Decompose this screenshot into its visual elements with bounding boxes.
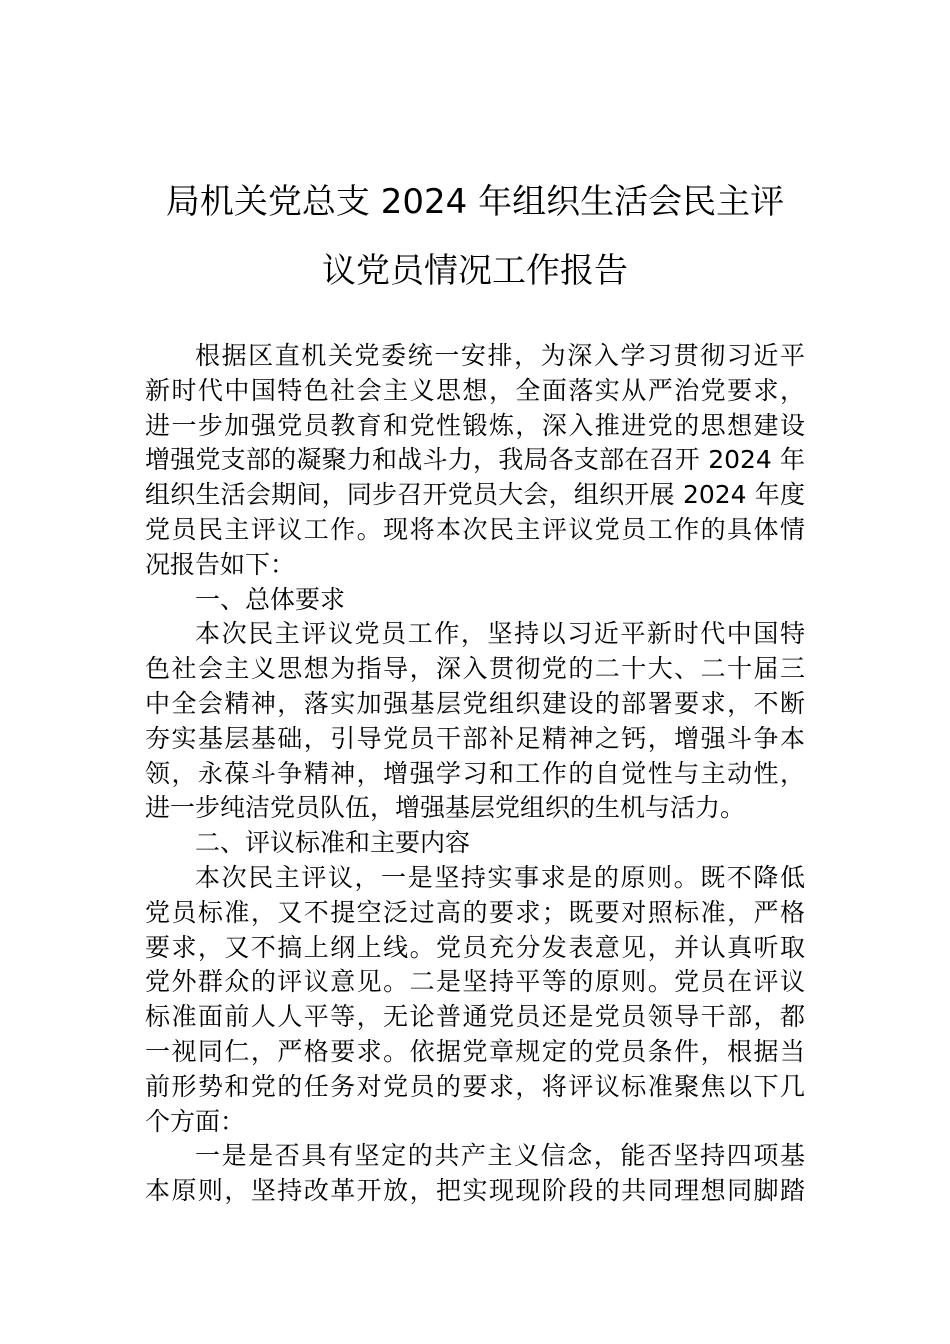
body-text-line: 个方面：: [145, 1106, 246, 1136]
body-text-line: 本原则，坚持改革开放，把实现现阶段的共同理想同脚踏: [145, 1176, 805, 1206]
body-text-line: 党外群众的评议意见。二是坚持平等的原则。党员在评议: [145, 967, 805, 997]
body-text-line: 标准面前人人平等，无论普通党员还是党员领导干部，都: [145, 1002, 805, 1032]
body-text-line: 本次民主评议党员工作，坚持以习近平新时代中国特: [195, 619, 805, 649]
body-text-line: 本次民主评议，一是坚持实事求是的原则。既不降低: [195, 862, 805, 892]
body-text-line: 一、总体要求: [195, 584, 346, 614]
body-text-line: 前形势和党的任务对党员的要求，将评议标准聚焦以下几: [145, 1071, 805, 1101]
body-text-line: 根据区直机关党委统一安排，为深入学习贯彻习近平: [195, 341, 805, 370]
body-text-line: 组织生活会期间，同步召开党员大会，组织开展 2024 年度: [145, 480, 805, 510]
body-text-line: 中全会精神，落实加强基层党组织建设的部署要求，不断: [145, 688, 805, 718]
body-text-line: 领，永葆斗争精神，增强学习和工作的自觉性与主动性，: [145, 758, 805, 788]
body-text-line: 况报告如下：: [145, 549, 296, 579]
body-text-line: 一视同仁，严格要求。依据党章规定的党员条件，根据当: [145, 1036, 805, 1066]
body-text-line: 夯实基层基础，引导党员干部补足精神之钙，增强斗争本: [145, 723, 805, 753]
body-text-line: 新时代中国特色社会主义思想，全面落实从严治党要求，: [145, 375, 805, 405]
body-text-line: 党员民主评议工作。现将本次民主评议党员工作的具体情: [145, 514, 805, 544]
body-text-line: 要求，又不搞上纲上线。党员充分发表意见，并认真听取: [145, 932, 805, 962]
body-text-line: 二、评议标准和主要内容: [195, 828, 471, 858]
body-text-line: 一是是否具有坚定的共产主义信念，能否坚持四项基: [195, 1141, 805, 1171]
body-text-line: 进一步加强党员教育和党性锻炼，深入推进党的思想建设: [145, 410, 805, 440]
body-text-line: 党员标准，又不提空泛过高的要求；既要对照标准，严格: [145, 897, 805, 927]
body-text-line: 色社会主义思想为指导，深入贯彻党的二十大、二十届三: [145, 654, 805, 684]
body-text-line: 进一步纯洁党员队伍，增强基层党组织的生机与活力。: [145, 793, 746, 823]
document-body: [145, 339, 805, 1209]
body-text-line: 增强党支部的凝聚力和战斗力，我局各支部在召开 2024 年: [145, 445, 805, 475]
document-title-line-1: 局机关党总支 2024 年组织生活会民主评: [165, 182, 785, 222]
document-title-line-2: 议党员情况工作报告: [322, 251, 628, 291]
